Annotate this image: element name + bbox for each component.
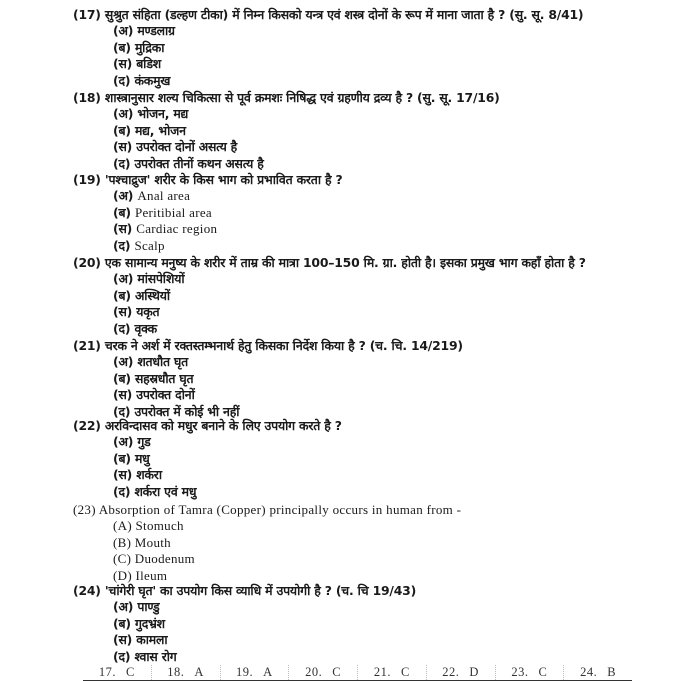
option-text: Mouth <box>134 534 171 550</box>
answer-number: 18. <box>167 665 185 679</box>
answer-value: B <box>607 665 617 679</box>
option-label: (द) <box>113 320 131 336</box>
question-number: (19) <box>73 172 101 187</box>
question-text <box>73 90 500 106</box>
option-label: (ब) <box>113 450 131 466</box>
answer-value: A <box>194 665 204 679</box>
option-label: (द) <box>113 237 131 253</box>
option-label: (द) <box>113 648 131 664</box>
option-b <box>73 371 463 387</box>
answer-key-cell <box>288 665 357 680</box>
question-number: (17) <box>73 7 101 22</box>
option-text: कंकमुख <box>134 72 171 88</box>
option-label: (द) <box>113 483 131 499</box>
option-c <box>73 56 583 72</box>
option-text: मद्य, भोजन <box>134 122 186 138</box>
option-text: बडिश <box>136 56 161 72</box>
answer-value: C <box>126 665 135 679</box>
option-d <box>73 484 342 500</box>
question-text <box>73 172 342 188</box>
option-c <box>73 467 342 483</box>
option-d <box>73 568 461 584</box>
answer-key-cell <box>151 665 220 680</box>
question-body: शास्त्रानुसार शल्य चिकित्सा से पूर्व क्रमशः निषिद्ध एवं ग्रहणीय द्रव्य है ? (सु. सू. 17/16) <box>104 90 500 105</box>
option-d <box>73 238 342 254</box>
answer-number: 23. <box>511 665 529 679</box>
option-label: (D) <box>113 567 132 583</box>
option-a <box>73 23 583 39</box>
option-label: (द) <box>113 403 131 419</box>
option-b <box>73 205 342 221</box>
option-text: पाण्डु <box>137 599 160 615</box>
question-body: एक सामान्य मनुष्य के शरीर में ताम्र की मात्रा 100–150 मि. ग्रा. होती है। इसका प्रमुख भाग कहाँ होता है ? <box>104 255 586 270</box>
question-text <box>73 338 463 354</box>
question-number: (23) <box>73 502 96 517</box>
option-b <box>73 288 586 304</box>
answer-number: 22. <box>442 665 460 679</box>
answer-key-cell <box>220 665 289 680</box>
answer-number: 20. <box>305 665 323 679</box>
option-label: (अ) <box>113 271 134 287</box>
option-text: सहस्रधौत घृत <box>134 370 194 386</box>
question-body: 'चांगेरी घृत' का उपयोग किस व्याधि में उपयोगी है ? (च. चि 19/43) <box>104 583 417 598</box>
answer-value: C <box>538 665 548 679</box>
question-18 <box>73 90 500 172</box>
question-body: 'पश्चाद्रुज' शरीर के किस भाग को प्रभावित करता है ? <box>104 172 343 187</box>
option-label: (स) <box>113 632 133 648</box>
option-label: (A) <box>113 518 132 534</box>
option-text: उपरोक्त तीनों कथन असत्य है <box>134 155 264 171</box>
option-label: (ब) <box>113 39 131 55</box>
answer-number: 17. <box>98 665 117 679</box>
option-label: (ब) <box>113 287 131 303</box>
option-text: मुद्रिका <box>134 39 165 55</box>
answer-number: 24. <box>580 665 598 679</box>
option-label: (C) <box>113 551 132 567</box>
option-c <box>73 387 463 403</box>
answer-key-cell <box>495 665 564 680</box>
option-label: (स) <box>113 387 133 403</box>
answer-value: A <box>263 665 273 679</box>
option-c <box>73 304 586 320</box>
option-b <box>73 616 416 632</box>
question-number: (24) <box>73 583 101 598</box>
option-text: गुड <box>137 434 151 450</box>
question-17 <box>73 7 583 89</box>
option-label: (स) <box>113 467 133 483</box>
question-number: (18) <box>73 90 101 105</box>
option-label: (स) <box>113 221 133 237</box>
question-number: (22) <box>73 418 101 433</box>
question-21 <box>73 338 463 420</box>
option-c <box>73 551 461 567</box>
option-text: Stomuch <box>135 518 184 534</box>
option-label: (ब) <box>113 370 131 386</box>
option-text: शर्करा एवं मधु <box>134 483 197 499</box>
option-text: शतधौत घृत <box>137 354 189 370</box>
option-b <box>73 535 461 551</box>
option-text: Duodenum <box>134 551 195 567</box>
option-a <box>73 188 342 204</box>
option-label: (अ) <box>113 23 134 39</box>
option-a <box>73 271 586 287</box>
answer-value: C <box>332 665 342 679</box>
answer-key-cell <box>357 665 426 680</box>
question-text <box>73 7 583 23</box>
option-text: गुदभ्रंश <box>134 615 165 631</box>
option-text: Anal area <box>137 188 191 204</box>
option-b <box>73 40 583 56</box>
answer-key-cell <box>563 665 632 680</box>
answer-key-cell <box>83 665 151 680</box>
option-d <box>73 321 586 337</box>
option-a <box>73 354 463 370</box>
question-body: चरक ने अर्श में रक्तस्तम्भनार्थ हेतु किसका निर्देश किया है ? (च. चि. 14/219) <box>104 338 463 353</box>
option-a <box>73 518 461 534</box>
answer-number: 21. <box>373 665 392 679</box>
option-label: (B) <box>113 534 132 550</box>
option-d <box>73 73 583 89</box>
option-a <box>73 599 416 615</box>
option-text: मधु <box>134 450 150 466</box>
option-d <box>73 156 500 172</box>
option-text: Peritibial area <box>134 204 212 220</box>
option-text: मांसपेशियों <box>137 271 185 287</box>
option-text: मण्डलाग्र <box>137 23 175 39</box>
option-label: (द) <box>113 155 131 171</box>
option-label: (द) <box>113 72 131 88</box>
option-text: उपरोक्त दोनों असत्य है <box>136 139 238 155</box>
option-text: यकृत <box>136 304 160 320</box>
option-c <box>73 221 342 237</box>
question-body: सुश्रुत संहिता (डल्हण टीका) में निम्न किसको यन्त्र एवं शस्त्र दोनों के रूप में माना जाता है ? (सु. सू. 8/41) <box>104 7 584 22</box>
option-label: (अ) <box>113 434 134 450</box>
option-text: वृक्क <box>134 320 157 336</box>
option-c <box>73 632 416 648</box>
question-number: (20) <box>73 255 101 270</box>
question-body: Absorption of Tamra (Copper) principally occurs in human from - <box>98 502 462 517</box>
option-a <box>73 434 342 450</box>
option-label: (स) <box>113 139 133 155</box>
question-text <box>73 255 586 271</box>
option-label: (ब) <box>113 122 131 138</box>
option-label: (अ) <box>113 188 134 204</box>
option-a <box>73 106 500 122</box>
question-24 <box>73 583 416 665</box>
option-text: Cardiac region <box>136 221 218 237</box>
option-text: Scalp <box>134 237 165 253</box>
option-label: (अ) <box>113 599 134 615</box>
option-label: (ब) <box>113 204 131 220</box>
option-label: (अ) <box>113 106 134 122</box>
question-text <box>73 583 416 599</box>
option-label: (ब) <box>113 615 131 631</box>
question-23 <box>73 502 461 584</box>
question-text <box>73 418 342 434</box>
question-19 <box>73 172 342 254</box>
answer-number: 19. <box>236 665 254 679</box>
question-number: (21) <box>73 338 101 353</box>
answer-value: C <box>401 665 410 679</box>
question-text <box>73 502 461 518</box>
option-text: शर्करा <box>136 467 162 483</box>
option-c <box>73 139 500 155</box>
question-22 <box>73 418 342 500</box>
option-label: (स) <box>113 56 133 72</box>
answer-value: D <box>469 665 479 679</box>
option-text: भोजन, मद्य <box>137 106 189 122</box>
option-label: (अ) <box>113 354 134 370</box>
option-text: अस्थियों <box>134 287 170 303</box>
answer-key-cell <box>426 665 495 680</box>
option-text: Ileum <box>135 567 168 583</box>
option-text: कामला <box>136 632 168 648</box>
option-text: उपरोक्त में कोई भी नहीं <box>134 403 240 419</box>
option-b <box>73 123 500 139</box>
answer-key <box>83 665 632 681</box>
option-text: श्वास रोग <box>134 648 177 664</box>
option-b <box>73 451 342 467</box>
question-body: अरविन्दासव को मधुर बनाने के लिए उपयोग करते है ? <box>104 418 342 433</box>
question-20 <box>73 255 586 337</box>
option-label: (स) <box>113 304 133 320</box>
option-text: उपरोक्त दोनों <box>136 387 195 403</box>
option-d <box>73 649 416 665</box>
